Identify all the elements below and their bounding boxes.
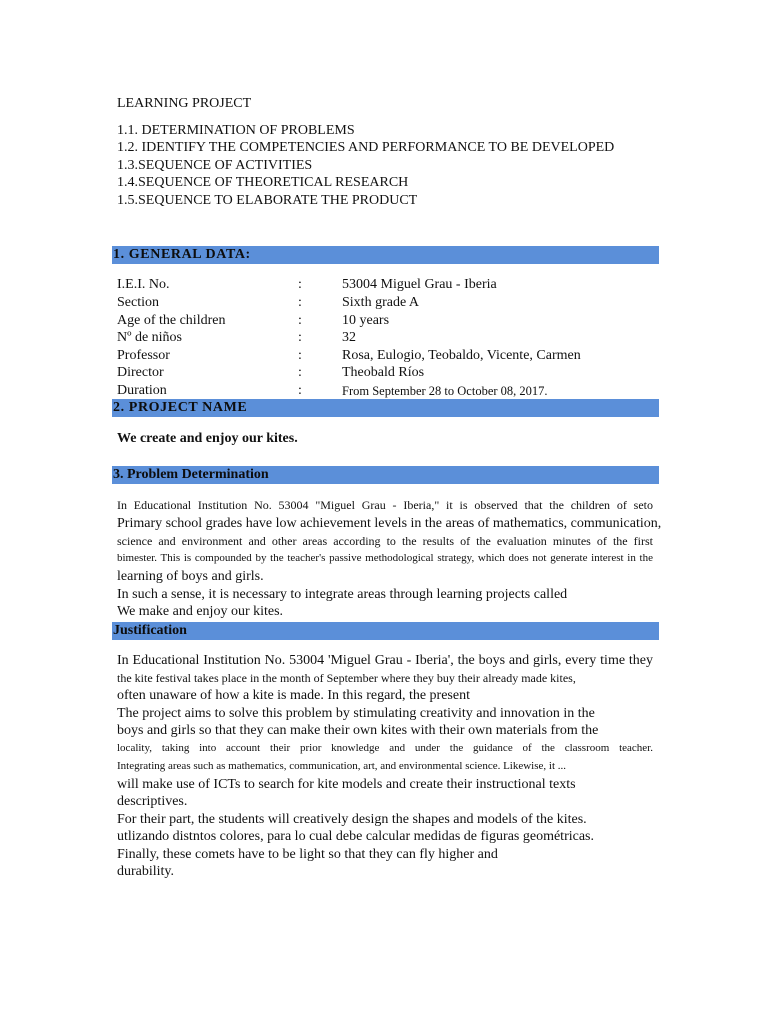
- row-label: Director: [117, 365, 164, 380]
- paragraph-line: In Educational Institution No. 53004 'Miguel Grau - Iberia', the boys and girls, every time they: [117, 653, 653, 668]
- row-colon: :: [298, 295, 302, 310]
- paragraph-line: descriptives.: [117, 794, 188, 809]
- paragraph-line: learning of boys and girls.: [117, 569, 264, 584]
- row-value: 32: [342, 330, 356, 345]
- row-label: Section: [117, 295, 159, 310]
- row-label: Duration: [117, 383, 167, 398]
- project-name-heading: 2. PROJECT NAME: [113, 400, 248, 415]
- toc-item: 1.2. IDENTIFY THE COMPETENCIES AND PERFORMANCE TO BE DEVELOPED: [117, 140, 615, 155]
- paragraph-line: Integrating areas such as mathematics, communication, art, and environmental science. Likewise, it ...: [117, 760, 567, 772]
- paragraph-line: In Educational Institution No. 53004 "Miguel Grau - Iberia," it is observed that the children of seto: [117, 498, 653, 512]
- toc-item: 1.5.SEQUENCE TO ELABORATE THE PRODUCT: [117, 193, 418, 208]
- row-colon: :: [298, 313, 302, 328]
- row-value: From September 28 to October 08, 2017.: [342, 384, 548, 398]
- row-colon: :: [298, 383, 302, 398]
- paragraph-line: locality, taking into account their prior knowledge and under the guidance of the classroom teacher.: [117, 742, 653, 754]
- paragraph-line: durability.: [117, 864, 175, 879]
- paragraph-line: Primary school grades have low achievement levels in the areas of mathematics, communication,: [117, 516, 662, 531]
- row-value: 53004 Miguel Grau - Iberia: [342, 277, 497, 292]
- row-colon: :: [298, 365, 302, 380]
- paragraph-line: In such a sense, it is necessary to integrate areas through learning projects called: [117, 587, 568, 602]
- justification-heading-bar: [112, 622, 659, 640]
- paragraph-line: Finally, these comets have to be light so that they can fly higher and: [117, 847, 498, 862]
- paragraph-line: bimester. This is compounded by the teacher's passive methodological strategy, which does not generate interest in the: [117, 552, 653, 564]
- row-value: Sixth grade A: [342, 295, 419, 310]
- paragraph-line: the kite festival takes place in the month of September where they buy their already made kites,: [117, 671, 576, 685]
- toc-item: 1.1. DETERMINATION OF PROBLEMS: [117, 123, 355, 138]
- paragraph-line: utlizando distntos colores, para lo cual debe calcular medidas de figuras geométricas.: [117, 829, 594, 844]
- document-title: LEARNING PROJECT: [117, 96, 252, 111]
- row-label: Professor: [117, 348, 170, 363]
- row-label: Age of the children: [117, 313, 226, 328]
- paragraph-line: We make and enjoy our kites.: [117, 604, 284, 619]
- toc-item: 1.3.SEQUENCE OF ACTIVITIES: [117, 158, 313, 173]
- row-label: I.E.I. No.: [117, 277, 170, 292]
- paragraph-line: often unaware of how a kite is made. In this regard, the present: [117, 688, 470, 703]
- row-value: Theobald Ríos: [342, 365, 425, 380]
- toc-item: 1.4.SEQUENCE OF THEORETICAL RESEARCH: [117, 175, 409, 190]
- paragraph-line: will make use of ICTs to search for kite models and create their instructional texts: [117, 777, 576, 792]
- row-colon: :: [298, 348, 302, 363]
- problem-heading: 3. Problem Determination: [113, 467, 269, 482]
- general-data-heading: 1. GENERAL DATA:: [113, 247, 251, 262]
- row-colon: :: [298, 330, 302, 345]
- row-value: Rosa, Eulogio, Teobaldo, Vicente, Carmen: [342, 348, 581, 363]
- justification-heading: Justification: [113, 623, 187, 638]
- row-colon: :: [298, 277, 302, 292]
- paragraph-line: science and environment and other areas according to the results of the evaluation minutes of the first: [117, 534, 653, 548]
- paragraph-line: boys and girls so that they can make their own kites with their own materials from the: [117, 723, 599, 738]
- paragraph-line: For their part, the students will creatively design the shapes and models of the kites.: [117, 812, 587, 827]
- project-name-text: We create and enjoy our kites.: [117, 431, 298, 446]
- row-value: 10 years: [342, 313, 390, 328]
- row-label: Nº de niños: [117, 330, 183, 345]
- paragraph-line: The project aims to solve this problem by stimulating creativity and innovation in the: [117, 706, 595, 721]
